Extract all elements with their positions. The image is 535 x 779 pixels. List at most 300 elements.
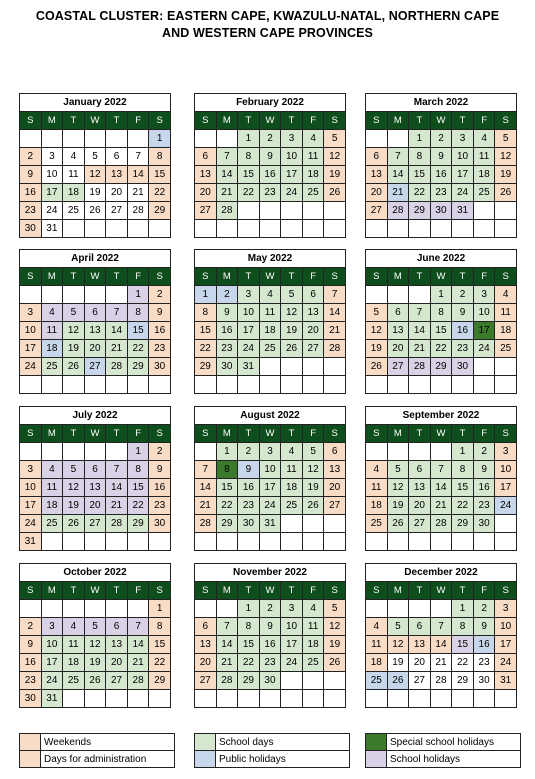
weekday-header: T xyxy=(281,268,303,286)
day-cell: 19 xyxy=(281,322,303,340)
legend-label-public-holidays: Public holidays xyxy=(216,751,350,768)
day-cell: 8 xyxy=(452,618,474,636)
legend-swatch-school-holidays xyxy=(366,751,387,768)
day-cell: 19 xyxy=(387,497,409,515)
weekday-header: W xyxy=(430,268,452,286)
month-title: June 2022 xyxy=(366,250,517,268)
empty-cell xyxy=(387,220,409,238)
weekday-header: S xyxy=(149,582,171,600)
day-cell: 2 xyxy=(473,443,495,461)
day-cell: 15 xyxy=(127,479,149,497)
day-cell: 24 xyxy=(20,515,42,533)
day-cell: 20 xyxy=(409,654,431,672)
empty-cell xyxy=(366,376,388,394)
empty-cell xyxy=(281,202,303,220)
day-cell: 6 xyxy=(409,618,431,636)
day-cell: 4 xyxy=(366,461,388,479)
empty-cell xyxy=(495,220,517,238)
day-cell: 2 xyxy=(20,148,42,166)
empty-cell xyxy=(302,533,324,551)
weekday-header: T xyxy=(238,112,260,130)
weekday-header: S xyxy=(20,268,42,286)
day-cell: 13 xyxy=(84,322,106,340)
empty-cell xyxy=(324,220,346,238)
day-cell: 10 xyxy=(41,636,63,654)
day-cell: 18 xyxy=(366,497,388,515)
weekday-header: F xyxy=(127,425,149,443)
day-cell: 11 xyxy=(281,461,303,479)
weekday-header: T xyxy=(106,112,128,130)
day-cell: 22 xyxy=(149,654,171,672)
day-cell: 19 xyxy=(84,654,106,672)
day-cell: 17 xyxy=(281,166,303,184)
day-cell: 28 xyxy=(195,515,217,533)
day-cell: 28 xyxy=(127,202,149,220)
month-title: November 2022 xyxy=(195,564,346,582)
empty-cell xyxy=(430,376,452,394)
weekday-header: T xyxy=(63,268,85,286)
weekday-header: S xyxy=(20,425,42,443)
empty-cell xyxy=(106,443,128,461)
day-cell: 26 xyxy=(324,184,346,202)
day-cell: 15 xyxy=(238,166,260,184)
empty-cell xyxy=(63,376,85,394)
day-cell: 9 xyxy=(216,304,238,322)
day-cell: 30 xyxy=(149,515,171,533)
day-cell: 16 xyxy=(473,636,495,654)
day-cell: 1 xyxy=(216,443,238,461)
day-cell: 13 xyxy=(106,166,128,184)
empty-cell xyxy=(238,376,260,394)
weekday-header: S xyxy=(366,112,388,130)
day-cell: 24 xyxy=(473,340,495,358)
empty-cell xyxy=(430,443,452,461)
day-cell: 4 xyxy=(63,618,85,636)
day-cell: 15 xyxy=(452,636,474,654)
day-cell: 30 xyxy=(473,515,495,533)
day-cell: 28 xyxy=(106,358,128,376)
day-cell: 18 xyxy=(41,497,63,515)
weekday-header: S xyxy=(195,582,217,600)
day-cell: 24 xyxy=(41,202,63,220)
day-cell: 14 xyxy=(195,479,217,497)
empty-cell xyxy=(84,220,106,238)
day-cell: 23 xyxy=(238,497,260,515)
day-cell: 9 xyxy=(20,166,42,184)
empty-cell xyxy=(387,286,409,304)
day-cell: 18 xyxy=(302,636,324,654)
weekday-header: T xyxy=(409,582,431,600)
empty-cell xyxy=(20,376,42,394)
weekday-header: S xyxy=(20,112,42,130)
legend-swatch-weekends xyxy=(20,734,41,751)
empty-cell xyxy=(84,286,106,304)
day-cell: 20 xyxy=(195,184,217,202)
day-cell: 2 xyxy=(238,443,260,461)
empty-cell xyxy=(20,130,42,148)
day-cell: 8 xyxy=(216,461,238,479)
day-cell: 10 xyxy=(238,304,260,322)
weekday-header: T xyxy=(63,582,85,600)
day-cell: 22 xyxy=(195,340,217,358)
weekday-header: M xyxy=(216,582,238,600)
weekday-header: T xyxy=(452,112,474,130)
day-cell: 13 xyxy=(409,479,431,497)
day-cell: 5 xyxy=(84,618,106,636)
day-cell: 27 xyxy=(195,672,217,690)
empty-cell xyxy=(409,533,431,551)
empty-cell xyxy=(259,376,281,394)
day-cell: 30 xyxy=(216,358,238,376)
empty-cell xyxy=(238,533,260,551)
day-cell: 5 xyxy=(495,130,517,148)
day-cell: 16 xyxy=(216,322,238,340)
day-cell: 21 xyxy=(127,184,149,202)
day-cell: 25 xyxy=(41,358,63,376)
month-calendar xyxy=(19,563,171,708)
day-cell: 21 xyxy=(409,340,431,358)
day-cell: 3 xyxy=(238,286,260,304)
day-cell: 3 xyxy=(20,461,42,479)
day-cell: 17 xyxy=(452,166,474,184)
day-cell: 14 xyxy=(387,166,409,184)
day-cell: 18 xyxy=(281,479,303,497)
day-cell: 6 xyxy=(84,304,106,322)
empty-cell xyxy=(430,690,452,708)
day-cell: 4 xyxy=(63,148,85,166)
weekday-header: T xyxy=(281,425,303,443)
day-cell: 10 xyxy=(41,166,63,184)
empty-cell xyxy=(106,130,128,148)
weekday-header: M xyxy=(216,425,238,443)
day-cell: 23 xyxy=(473,654,495,672)
day-cell: 12 xyxy=(63,479,85,497)
month-title: May 2022 xyxy=(195,250,346,268)
weekday-header: F xyxy=(127,582,149,600)
day-cell: 22 xyxy=(238,654,260,672)
day-cell: 30 xyxy=(430,202,452,220)
weekday-header: T xyxy=(409,268,431,286)
empty-cell xyxy=(259,220,281,238)
empty-cell xyxy=(259,690,281,708)
weekday-header: M xyxy=(387,112,409,130)
day-cell: 23 xyxy=(216,340,238,358)
weekday-header: T xyxy=(452,425,474,443)
day-cell: 7 xyxy=(195,461,217,479)
day-cell: 16 xyxy=(452,322,474,340)
day-cell: 12 xyxy=(63,322,85,340)
weekday-header: W xyxy=(259,425,281,443)
day-cell: 22 xyxy=(127,340,149,358)
empty-cell xyxy=(430,533,452,551)
day-cell: 22 xyxy=(452,654,474,672)
day-cell: 8 xyxy=(430,304,452,322)
day-cell: 27 xyxy=(302,340,324,358)
day-cell: 11 xyxy=(63,166,85,184)
empty-cell xyxy=(84,690,106,708)
day-cell: 9 xyxy=(430,148,452,166)
day-cell: 10 xyxy=(259,461,281,479)
day-cell: 14 xyxy=(324,304,346,322)
day-cell: 3 xyxy=(495,600,517,618)
day-cell: 24 xyxy=(259,497,281,515)
day-cell: 24 xyxy=(238,340,260,358)
weekday-header: S xyxy=(495,112,517,130)
day-cell: 1 xyxy=(452,600,474,618)
day-cell: 1 xyxy=(452,443,474,461)
day-cell: 28 xyxy=(409,358,431,376)
day-cell: 30 xyxy=(473,672,495,690)
month-calendar xyxy=(194,563,346,708)
day-cell: 16 xyxy=(20,654,42,672)
empty-cell xyxy=(195,130,217,148)
day-cell: 15 xyxy=(238,636,260,654)
empty-cell xyxy=(84,376,106,394)
day-cell: 22 xyxy=(452,497,474,515)
legend-group-1 xyxy=(19,733,175,768)
month-title: March 2022 xyxy=(366,94,517,112)
day-cell: 20 xyxy=(106,184,128,202)
weekday-header: F xyxy=(473,582,495,600)
day-cell: 1 xyxy=(409,130,431,148)
day-cell: 3 xyxy=(473,286,495,304)
day-cell: 29 xyxy=(149,202,171,220)
legend-group-3 xyxy=(365,733,521,768)
empty-cell xyxy=(195,443,217,461)
month-calendar xyxy=(365,563,517,708)
weekday-header: S xyxy=(195,268,217,286)
day-cell: 20 xyxy=(84,340,106,358)
day-cell: 10 xyxy=(20,322,42,340)
day-cell: 11 xyxy=(302,148,324,166)
day-cell: 17 xyxy=(495,479,517,497)
day-cell: 14 xyxy=(216,166,238,184)
day-cell: 30 xyxy=(149,358,171,376)
day-cell: 20 xyxy=(366,184,388,202)
weekday-header: T xyxy=(409,112,431,130)
day-cell: 27 xyxy=(387,358,409,376)
empty-cell xyxy=(281,533,303,551)
empty-cell xyxy=(452,220,474,238)
month-calendar xyxy=(19,406,171,551)
empty-cell xyxy=(409,220,431,238)
day-cell: 17 xyxy=(495,636,517,654)
weekday-header: T xyxy=(106,582,128,600)
day-cell: 13 xyxy=(366,166,388,184)
day-cell: 13 xyxy=(302,304,324,322)
weekday-header: T xyxy=(281,582,303,600)
day-cell: 13 xyxy=(106,636,128,654)
empty-cell xyxy=(430,600,452,618)
day-cell: 17 xyxy=(20,497,42,515)
day-cell: 15 xyxy=(195,322,217,340)
weekday-header: W xyxy=(84,425,106,443)
empty-cell xyxy=(324,202,346,220)
empty-cell xyxy=(409,600,431,618)
empty-cell xyxy=(216,533,238,551)
weekday-header: T xyxy=(452,268,474,286)
day-cell: 10 xyxy=(20,479,42,497)
day-cell: 11 xyxy=(366,636,388,654)
day-cell: 23 xyxy=(430,184,452,202)
empty-cell xyxy=(302,358,324,376)
day-cell: 9 xyxy=(452,304,474,322)
day-cell: 3 xyxy=(41,148,63,166)
legend-label-school-days: School days xyxy=(216,734,350,751)
empty-cell xyxy=(149,220,171,238)
day-cell: 20 xyxy=(387,340,409,358)
weekday-header: M xyxy=(216,268,238,286)
legend-swatch-school-days xyxy=(195,734,216,751)
day-cell: 14 xyxy=(430,636,452,654)
day-cell: 20 xyxy=(106,654,128,672)
day-cell: 19 xyxy=(63,497,85,515)
day-cell: 8 xyxy=(452,461,474,479)
day-cell: 20 xyxy=(324,479,346,497)
empty-cell xyxy=(302,376,324,394)
day-cell: 6 xyxy=(324,443,346,461)
empty-cell xyxy=(281,515,303,533)
day-cell: 1 xyxy=(238,130,260,148)
empty-cell xyxy=(281,672,303,690)
day-cell: 31 xyxy=(41,220,63,238)
empty-cell xyxy=(127,690,149,708)
weekday-header: W xyxy=(430,582,452,600)
legend-label-admin: Days for administration xyxy=(41,751,175,768)
empty-cell xyxy=(430,220,452,238)
day-cell: 11 xyxy=(41,479,63,497)
empty-cell xyxy=(302,672,324,690)
day-cell: 1 xyxy=(238,600,260,618)
day-cell: 5 xyxy=(324,600,346,618)
day-cell: 1 xyxy=(149,600,171,618)
day-cell: 26 xyxy=(84,672,106,690)
day-cell: 23 xyxy=(149,497,171,515)
empty-cell xyxy=(281,358,303,376)
empty-cell xyxy=(452,533,474,551)
day-cell: 30 xyxy=(452,358,474,376)
weekday-header: M xyxy=(387,582,409,600)
month-calendar xyxy=(19,93,171,238)
day-cell: 29 xyxy=(127,515,149,533)
empty-cell xyxy=(127,130,149,148)
day-cell: 29 xyxy=(452,672,474,690)
empty-cell xyxy=(324,533,346,551)
day-cell: 11 xyxy=(63,636,85,654)
empty-cell xyxy=(195,600,217,618)
day-cell: 27 xyxy=(409,672,431,690)
empty-cell xyxy=(106,600,128,618)
day-cell: 15 xyxy=(216,479,238,497)
legend-label-special-holidays: Special school holidays xyxy=(387,734,521,751)
day-cell: 28 xyxy=(106,515,128,533)
day-cell: 25 xyxy=(366,672,388,690)
day-cell: 18 xyxy=(473,166,495,184)
legend-swatch-public-holidays xyxy=(195,751,216,768)
day-cell: 5 xyxy=(387,461,409,479)
day-cell: 9 xyxy=(473,618,495,636)
day-cell: 25 xyxy=(366,515,388,533)
day-cell: 17 xyxy=(259,479,281,497)
day-cell: 10 xyxy=(473,304,495,322)
day-cell: 4 xyxy=(495,286,517,304)
day-cell: 23 xyxy=(473,497,495,515)
empty-cell xyxy=(324,515,346,533)
day-cell: 28 xyxy=(387,202,409,220)
empty-cell xyxy=(366,600,388,618)
day-cell: 11 xyxy=(259,304,281,322)
empty-cell xyxy=(63,286,85,304)
day-cell: 13 xyxy=(387,322,409,340)
day-cell: 1 xyxy=(195,286,217,304)
empty-cell xyxy=(387,600,409,618)
empty-cell xyxy=(302,202,324,220)
weekday-header: F xyxy=(473,268,495,286)
day-cell: 8 xyxy=(149,618,171,636)
day-cell: 17 xyxy=(20,340,42,358)
day-cell: 14 xyxy=(127,636,149,654)
day-cell: 26 xyxy=(495,184,517,202)
weekday-header: M xyxy=(387,268,409,286)
empty-cell xyxy=(495,358,517,376)
empty-cell xyxy=(366,220,388,238)
day-cell: 2 xyxy=(259,600,281,618)
day-cell: 29 xyxy=(149,672,171,690)
day-cell: 24 xyxy=(495,654,517,672)
day-cell: 19 xyxy=(324,166,346,184)
day-cell: 3 xyxy=(259,443,281,461)
day-cell: 31 xyxy=(238,358,260,376)
day-cell: 6 xyxy=(106,618,128,636)
day-cell: 28 xyxy=(216,672,238,690)
day-cell: 4 xyxy=(302,600,324,618)
day-cell: 18 xyxy=(366,654,388,672)
empty-cell xyxy=(195,220,217,238)
day-cell: 9 xyxy=(259,148,281,166)
day-cell: 31 xyxy=(41,690,63,708)
day-cell: 26 xyxy=(84,202,106,220)
empty-cell xyxy=(149,376,171,394)
day-cell: 6 xyxy=(409,461,431,479)
empty-cell xyxy=(63,130,85,148)
weekday-header: S xyxy=(324,268,346,286)
empty-cell xyxy=(195,376,217,394)
weekday-header: F xyxy=(302,268,324,286)
empty-cell xyxy=(302,220,324,238)
day-cell: 25 xyxy=(63,202,85,220)
weekday-header: M xyxy=(216,112,238,130)
day-cell: 21 xyxy=(324,322,346,340)
day-cell: 20 xyxy=(195,654,217,672)
weekday-header: T xyxy=(452,582,474,600)
day-cell: 21 xyxy=(106,497,128,515)
month-title: April 2022 xyxy=(20,250,171,268)
weekday-header: T xyxy=(106,268,128,286)
empty-cell xyxy=(495,690,517,708)
day-cell: 21 xyxy=(387,184,409,202)
day-cell: 3 xyxy=(281,600,303,618)
empty-cell xyxy=(281,690,303,708)
empty-cell xyxy=(216,690,238,708)
weekday-header: S xyxy=(495,425,517,443)
weekday-header: F xyxy=(127,112,149,130)
day-cell: 21 xyxy=(430,497,452,515)
day-cell: 31 xyxy=(452,202,474,220)
empty-cell xyxy=(20,443,42,461)
empty-cell xyxy=(63,600,85,618)
day-cell: 15 xyxy=(430,322,452,340)
empty-cell xyxy=(302,690,324,708)
